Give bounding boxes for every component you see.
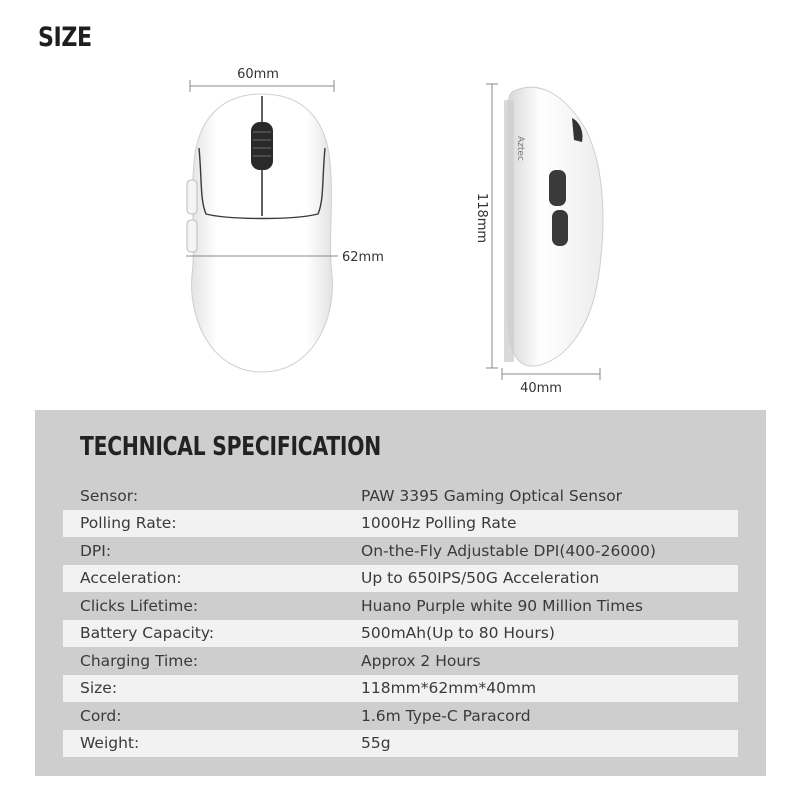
spec-value: 55g <box>361 734 391 753</box>
spec-row-dpi <box>63 537 738 565</box>
spec-row-acceleration <box>63 565 738 593</box>
top-width-dimension <box>190 67 334 92</box>
spec-value: Approx 2 Hours <box>361 651 481 670</box>
spec-value: On-the-Fly Adjustable DPI(400-26000) <box>361 541 656 560</box>
spec-row-sensor <box>63 482 738 510</box>
spec-key: Clicks Lifetime: <box>80 596 199 615</box>
spec-row-weight <box>63 730 738 758</box>
spec-panel <box>35 410 766 776</box>
spec-value: PAW 3395 Gaming Optical Sensor <box>361 486 623 505</box>
spec-key: DPI: <box>80 541 112 560</box>
spec-value: 500mAh(Up to 80 Hours) <box>361 624 555 643</box>
spec-title: TECHNICAL SPECIFICATION <box>80 432 381 462</box>
spec-value: 1000Hz Polling Rate <box>361 514 517 533</box>
spec-key: Cord: <box>80 706 122 725</box>
length-dimension <box>474 84 498 368</box>
spec-value: Huano Purple white 90 Million Times <box>361 596 643 615</box>
grip-width-label: 62mm <box>342 250 384 265</box>
height-dimension <box>502 368 600 396</box>
spec-key: Weight: <box>80 734 140 753</box>
spec-value: Up to 650IPS/50G Acceleration <box>361 569 600 588</box>
spec-row-polling-rate <box>63 510 738 538</box>
spec-key: Acceleration: <box>80 569 182 588</box>
spec-row-clicks-lifetime <box>63 592 738 620</box>
spec-value: 118mm*62mm*40mm <box>361 679 537 698</box>
size-heading: SIZE <box>38 22 92 53</box>
top-width-label: 60mm <box>237 67 279 82</box>
spec-key: Sensor: <box>80 486 139 505</box>
spec-key: Polling Rate: <box>80 514 177 533</box>
height-label: 40mm <box>520 381 562 396</box>
spec-row-size <box>63 675 738 703</box>
mouse-top-view <box>187 94 332 372</box>
length-label: 118mm <box>474 192 489 244</box>
spec-value: 1.6m Type-C Paracord <box>361 706 531 725</box>
spec-row-cord <box>63 702 738 730</box>
spec-key: Battery Capacity: <box>80 624 215 643</box>
spec-row-charging-time <box>63 647 738 675</box>
spec-table <box>63 482 738 757</box>
spec-key: Charging Time: <box>80 651 199 670</box>
spec-row-battery-capacity <box>63 620 738 648</box>
brand-on-mouse: Aztec <box>515 136 525 161</box>
spec-key: Size: <box>80 679 118 698</box>
mouse-side-view <box>504 87 603 366</box>
